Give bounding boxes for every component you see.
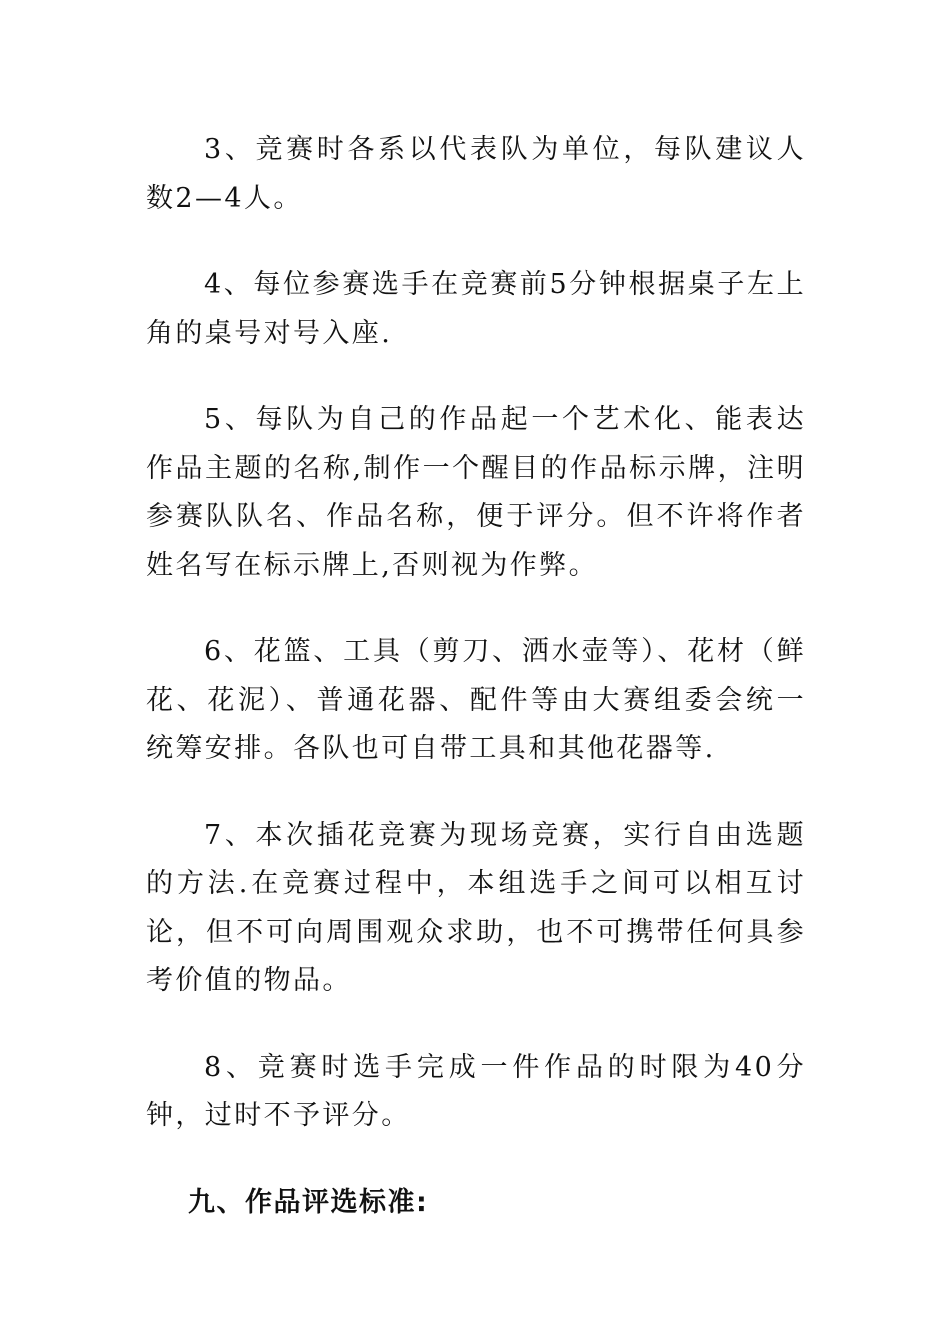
rule-paragraph-7: 7、本次插花竞赛为现场竞赛，实行自由选题的方法.在竞赛过程中，本组选手之间可以相互讨论，但不可向周围观众求助，也不可携带任何具参考价值的物品。	[146, 819, 806, 996]
rule-paragraph-3: 3、竞赛时各系以代表队为单位，每队建议人数2—4人。	[146, 134, 806, 214]
document-body	[146, 126, 806, 1227]
rule-paragraph-4: 4、每位参赛选手在竞赛前5分钟根据桌子左上角的桌号对号入座.	[146, 269, 806, 349]
section-heading: 九、作品评选标准:	[188, 1186, 429, 1218]
rule-paragraph-5: 5、每队为自己的作品起一个艺术化、能表达作品主题的名称,制作一个醒目的作品标示牌，注明参赛队队名、作品名称，便于评分。但不许将作者姓名写在标示牌上,否则视为作弊。	[146, 404, 806, 581]
rule-paragraph-8: 8、竞赛时选手完成一件作品的时限为40分钟，过时不予评分。	[146, 1051, 806, 1131]
rule-paragraph-6: 6、花篮、工具（剪刀、洒水壶等）、花材（鲜花、花泥）、普通花器、配件等由大赛组委会统一统筹安排。各队也可自带工具和其他花器等.	[146, 636, 806, 764]
